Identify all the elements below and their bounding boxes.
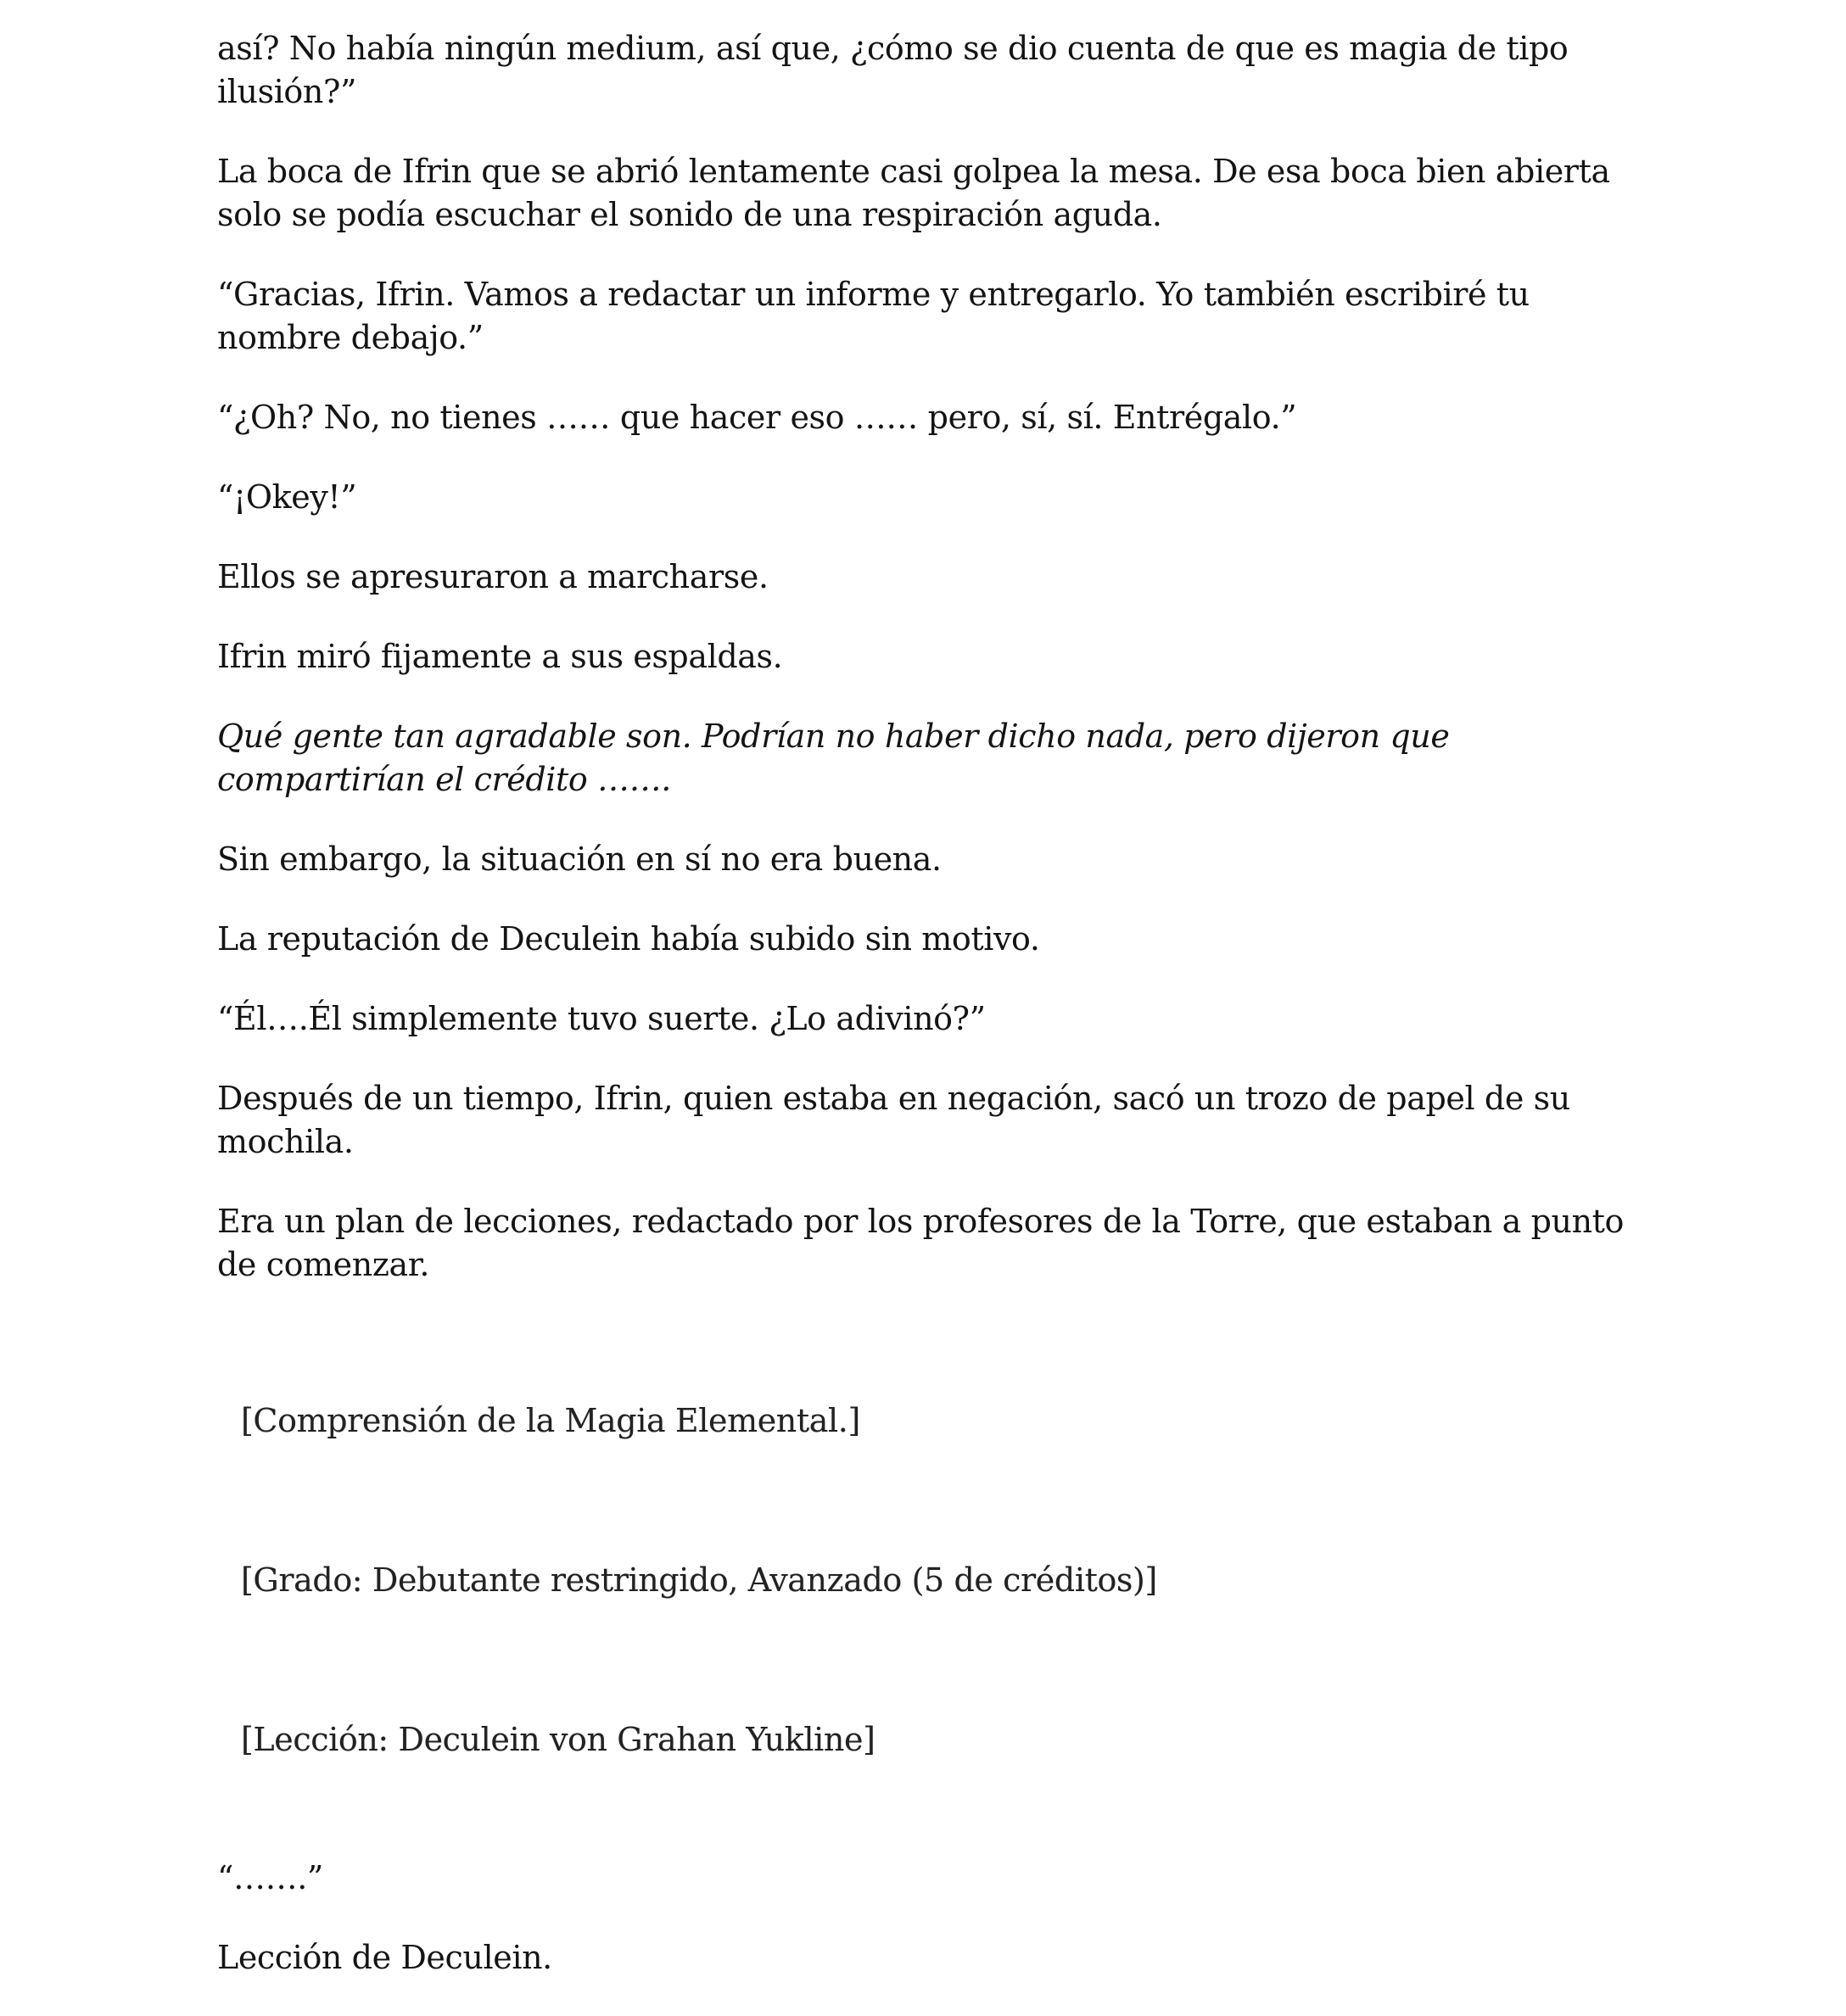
paragraph: Después de un tiempo, Ifrin, quien estaba en negación, sacó un trozo de papel de su mochila. xyxy=(217,1080,1570,1160)
paragraph: Lección de Deculein. xyxy=(217,1939,552,1976)
italic-thought-paragraph: Qué gente tan agradable son. Podrían no haber dicho nada, pero dijeron que compartirían el crédito ……. xyxy=(217,718,1450,798)
document-page xyxy=(217,27,1659,2016)
paragraph: Era un plan de lecciones, redactado por los profesores de la Torre, que estaban a punto de comenzar. xyxy=(217,1203,1625,1283)
paragraph: Ellos se apresuraron a marcharse. xyxy=(217,558,769,595)
paragraph: La reputación de Deculein había subido sin motivo. xyxy=(217,920,1040,958)
lesson-plan-course-title: [Comprensión de la Magia Elemental.] xyxy=(241,1402,860,1439)
paragraph: Ifrin miró fijamente a sus espaldas. xyxy=(217,638,783,675)
spacer xyxy=(217,1323,1659,1399)
paragraph: La boca de Ifrin que se abrió lentamente casi golpea la mesa. De esa boca bien abierta solo se podía escuchar el sonido de una respiración aguda. xyxy=(217,153,1610,233)
paragraph: “Él….Él simplemente tuvo suerte. ¿Lo adivinó?” xyxy=(217,1000,986,1037)
paragraph: Sin embargo, la situación en sí no era buena. xyxy=(217,840,942,878)
paragraph: así? No había ningún medium, así que, ¿cómo se dio cuenta de que es magia de tipo ilusión?” xyxy=(217,30,1569,110)
lesson-plan-instructor: [Lección: Deculein von Grahan Yukline] xyxy=(241,1721,875,1758)
paragraph: “Gracias, Ifrin. Vamos a redactar un informe y entregarlo. Yo también escribiré tu nombre debajo.” xyxy=(217,276,1530,356)
lesson-plan-grade: [Grado: Debutante restringido, Avanzado (5 de créditos)] xyxy=(241,1561,1157,1599)
paragraph: “¡Okey!” xyxy=(217,478,357,516)
paragraph: “¿Oh? No, no tienes …… que hacer eso …… pero, sí, sí. Entrégalo.” xyxy=(217,399,1297,436)
lesson-plan-block xyxy=(217,1399,1659,1762)
dialogue-ellipsis: “…….” xyxy=(217,1859,323,1896)
